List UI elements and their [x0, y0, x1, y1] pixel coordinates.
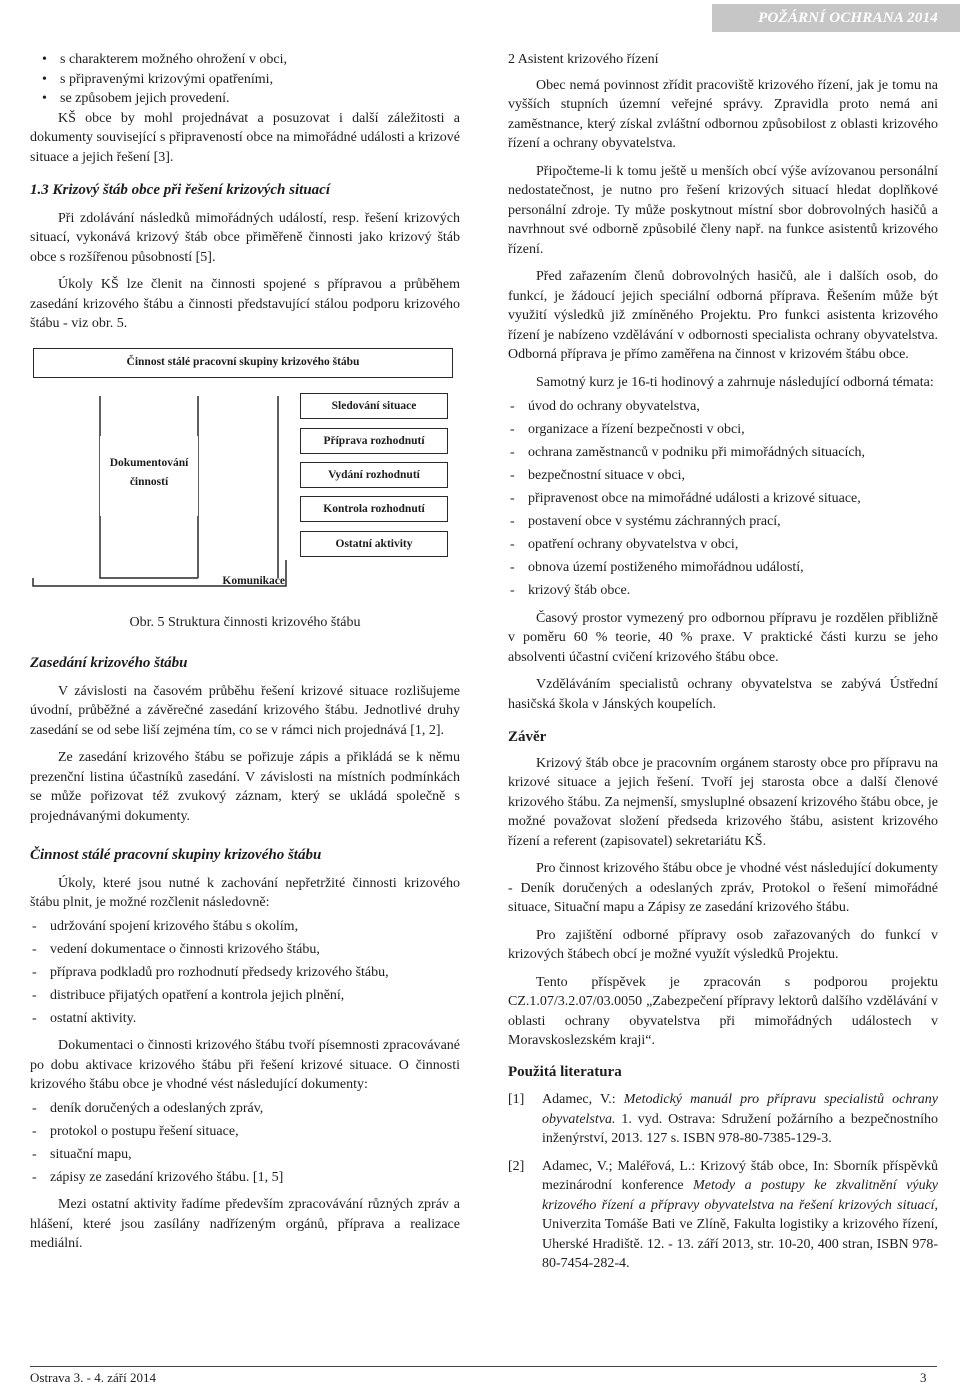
section-heading: Použitá literatura: [508, 1063, 622, 1080]
paragraph: KŠ obce by mohl projednávat a posuzovat i další záležitosti a dokumenty související s připraveností obce na mimořádné události a krizové situace a jejich řešení [3].: [30, 110, 460, 165]
paragraph: Úkoly, které jsou nutné k zachování nepřetržité činnosti krizového štábu plnit, je možné rozčlenit následovně:: [30, 875, 460, 910]
list-item: - vedení dokumentace o činnosti krizového štábu,: [30, 940, 460, 960]
right-column: [508, 50, 938, 1274]
diagram-left-line1: Dokumentování: [109, 456, 189, 469]
section-heading: 1.3 Krizový štáb obce při řešení krizových situací: [30, 182, 330, 198]
list-item: - krizový štáb obce.: [508, 581, 938, 601]
topic-list: [508, 397, 938, 601]
left-column: [30, 50, 460, 1254]
bullet-list: [30, 50, 460, 109]
structure-diagram: [30, 348, 460, 638]
document-list: [30, 1099, 460, 1188]
footer-conference: Ostrava 3. - 4. září 2014: [30, 1370, 156, 1385]
list-item: - protokol o postupu řešení situace,: [30, 1122, 460, 1142]
diagram-item-box: Příprava rozhodnutí: [300, 428, 448, 454]
section-heading: 2 Asistent krizového řízení: [508, 52, 659, 67]
list-item: - situační mapu,: [30, 1145, 460, 1165]
diagram-bottom-label: Komunikace: [222, 574, 285, 587]
diagram-item-box: Ostatní aktivity: [300, 531, 448, 557]
journal-header: POŽÁRNÍ OCHRANA 2014: [712, 4, 960, 32]
figure-caption: Obr. 5 Struktura činnosti krizového štábu: [129, 614, 361, 630]
reference-number: [2]: [508, 1158, 525, 1174]
diagram-item-box: Vydání rozhodnutí: [300, 462, 448, 488]
paragraph: Obec nemá povinnost zřídit pracoviště krizového řízení, jak je tomu na vyšších stupních územní veřejné správy. Zpravidla proto nemá ani zaměstnance, který získal zvláštní odbornou způsobilost z oblasti krizového řízení a ochrany obyvatelstva.: [508, 77, 938, 151]
paragraph: Tento příspěvek je zpracován s podporou projektu CZ.1.07/3.2.07/03.0050 „Zabezpečení přípravy lektorů dalšího vzdělávání v oblasti ochrany obyvatelstva při mimořádných událostech v Moravskoslezském kraji“.: [508, 974, 938, 1048]
paragraph: Před zařazením členů dobrovolných hasičů, ale i dalších osob, do funkcí, je žádoucí jejich speciální odborná příprava. Řešením může být využití výsledků již zmíněného Projektu. Pro funkci asistenta krizového řízení je nabízeno vzdělávání v odbornosti specialista ochrany obyvatelstva. Odborná příprava je přímo zaměřena na činnost v krizovém štábu obce.: [508, 269, 938, 362]
diagram-left-box: [100, 436, 198, 516]
reference-item: [508, 1090, 938, 1149]
paragraph: Pro zajištění odborné přípravy osob zařazovaných do funkcí v krizových štábech obcí je možné využít výsledků Projektu.: [508, 927, 938, 962]
list-item: • s charakterem možného ohrožení v obci,: [30, 50, 460, 70]
list-item: - postavení obce v systému záchranných prací,: [508, 512, 938, 532]
diagram-frame: [30, 348, 460, 638]
paragraph: Krizový štáb obce je pracovním orgánem starosty obce pro přípravu na krizové situace a jejich řešení. Tvoří jej starosta obce a další členové krizového štábu. Za nejmenší, smysluplné obsazení krizového štábu obce, je možné považovat složení předseda krizového štábu, asistent krizového řízení a referent (zapisovatel) sekretariátu KŠ.: [508, 755, 938, 849]
reference-item: [508, 1157, 938, 1274]
footer-divider: [30, 1366, 937, 1367]
list-item: - příprava podkladů pro rozhodnutí předsedy krizového štábu,: [30, 963, 460, 983]
list-item: - ochrana zaměstnanců v podniku při mimořádných situacích,: [508, 443, 938, 463]
diagram-left-line2: činností: [129, 476, 169, 488]
reference-text: Adamec, V.; Maléřová, L.: Krizový štáb obce, In: Sborník příspěvků mezinárodní konference Metody a postupy ke zkvalitnění výuky krizového řízení a přípravy obyvatelstva na řešení krizových situací, Univerzita Tomáše Bati ve Zlíně, Fakulta logistiky a krizového řízení, Uherské Hradiště. 12. - 13. září 2013, str. 10-20, 400 stran, ISBN 978-80-7454-282-4.: [542, 1158, 938, 1271]
paragraph: Ze zasedání krizového štábu se pořizuje zápis a přikládá se k němu prezenční listina účastníků zasedání. V závislosti na místních podmínkách se může pořizovat též zvukový záznam, který se ukládá společně s projednávanými dokumenty.: [30, 750, 460, 824]
reference-text: Adamec, V.: Metodický manuál pro přípravu specialistů ochrany obyvatelstva. 1. vyd. Ostrava: Sdružení požárního a bezpečnostního inženýrství, 2013. 127 s. ISBN 978-80-7385-129-3.: [542, 1092, 939, 1146]
section-heading: Závěr: [508, 729, 547, 745]
list-item: - distribuce přijatých opatření a kontrola jejich plnění,: [30, 986, 460, 1006]
paragraph: Samotný kurz je 16-ti hodinový a zahrnuje následující odborná témata:: [536, 374, 934, 390]
list-item: - obnova území postiženého mimořádnou událostí,: [508, 558, 938, 578]
reference-number: [1]: [508, 1092, 525, 1107]
section-heading: Činnost stálé pracovní skupiny krizového štábu: [30, 847, 322, 863]
list-item: • s připravenými krizovými opatřeními,: [30, 70, 460, 90]
diagram-item-box: Kontrola rozhodnutí: [300, 496, 448, 522]
list-item: - ostatní aktivity.: [30, 1009, 460, 1029]
paragraph: Pro činnost krizového štábu obce je vhodné vést následující dokumenty - Deník doručených a odeslaných zpráv, Protokol o řešení mimořádné situace, Situační mapu a Zápisy ze zasedání krizového štábu.: [508, 861, 938, 915]
list-item: - zápisy ze zasedání krizového štábu. [1, 5]: [30, 1168, 460, 1188]
diagram-top-box: Činnost stálé pracovní skupiny krizového štábu: [33, 348, 453, 378]
paragraph: V závislosti na časovém průběhu řešení krizové situace rozlišujeme úvodní, průběžné a závěrečné zasedání krizového štábu. Jednotlivé druhy zasedání se od sebe liší zejména tím, co se v rámci nich projednává [1, 2].: [30, 683, 460, 738]
paragraph: Při zdolávání následků mimořádných událostí, resp. řešení krizových situací, vykonává krizový štáb obce přiměřeně činnosti jako krizový štáb obce s rozšířenou působností [5].: [30, 210, 460, 265]
list-item: - deník doručených a odeslaných zpráv,: [30, 1099, 460, 1119]
list-item: - opatření ochrany obyvatelstva v obci,: [508, 535, 938, 555]
list-item: - organizace a řízení bezpečnosti v obci,: [508, 420, 938, 440]
paragraph: Připočteme-li k tomu ještě u menších obcí výše avízovanou personální nedostatečnost, je nutno pro řešení krizových situací hledat doplňkové personální zdroje. Ty může poskytnout místní sbor dobrovolných hasičů a navrhnout své odborně způsobilé členy např. na funkce asistentů krizového řízení.: [508, 163, 938, 257]
list-item: - udržování spojení krizového štábu s okolím,: [30, 917, 460, 937]
task-list: [30, 917, 460, 1029]
list-item: - připravenost obce na mimořádné události a krizové situace,: [508, 489, 938, 509]
diagram-item-box: Sledování situace: [300, 393, 448, 419]
paragraph: Mezi ostatní aktivity řadíme především zpracovávání různých zpráv a hlášení, které jsou zasílány nadřízeným orgánů, příprava a realizace mediální.: [30, 1197, 460, 1251]
paragraph: Úkoly KŠ lze členit na činnosti spojené s přípravou a průběhem zasedání krizového štábu a činnosti představující stálou podporu krizového štábu - viz obr. 5.: [30, 277, 460, 331]
paragraph: Dokumentaci o činnosti krizového štábu tvoří písemnosti zpracovávané po dobu aktivace krizového štábu při řešení krizové situace. O činnosti krizového štábu obce je vhodné vést následující dokumenty:: [30, 1038, 460, 1092]
list-item: - bezpečnostní situace v obci,: [508, 466, 938, 486]
page-number: 3: [920, 1370, 927, 1385]
list-item: - úvod do ochrany obyvatelstva,: [508, 397, 938, 417]
section-heading: Zasedání krizového štábu: [30, 655, 188, 671]
paragraph: Vzděláváním specialistů ochrany obyvatelstva se zabývá Ústřední hasičská škola v Jánských koupelích.: [508, 677, 938, 712]
list-item: • se způsobem jejich provedení.: [30, 89, 460, 109]
paragraph: Časový prostor vymezený pro odbornou přípravu je rozdělen přibližně v poměru 60 % teorie, 40 % praxe. V praktické části kurzu se jeho absolventi účastní cvičení krizového štábu obce.: [508, 610, 938, 665]
